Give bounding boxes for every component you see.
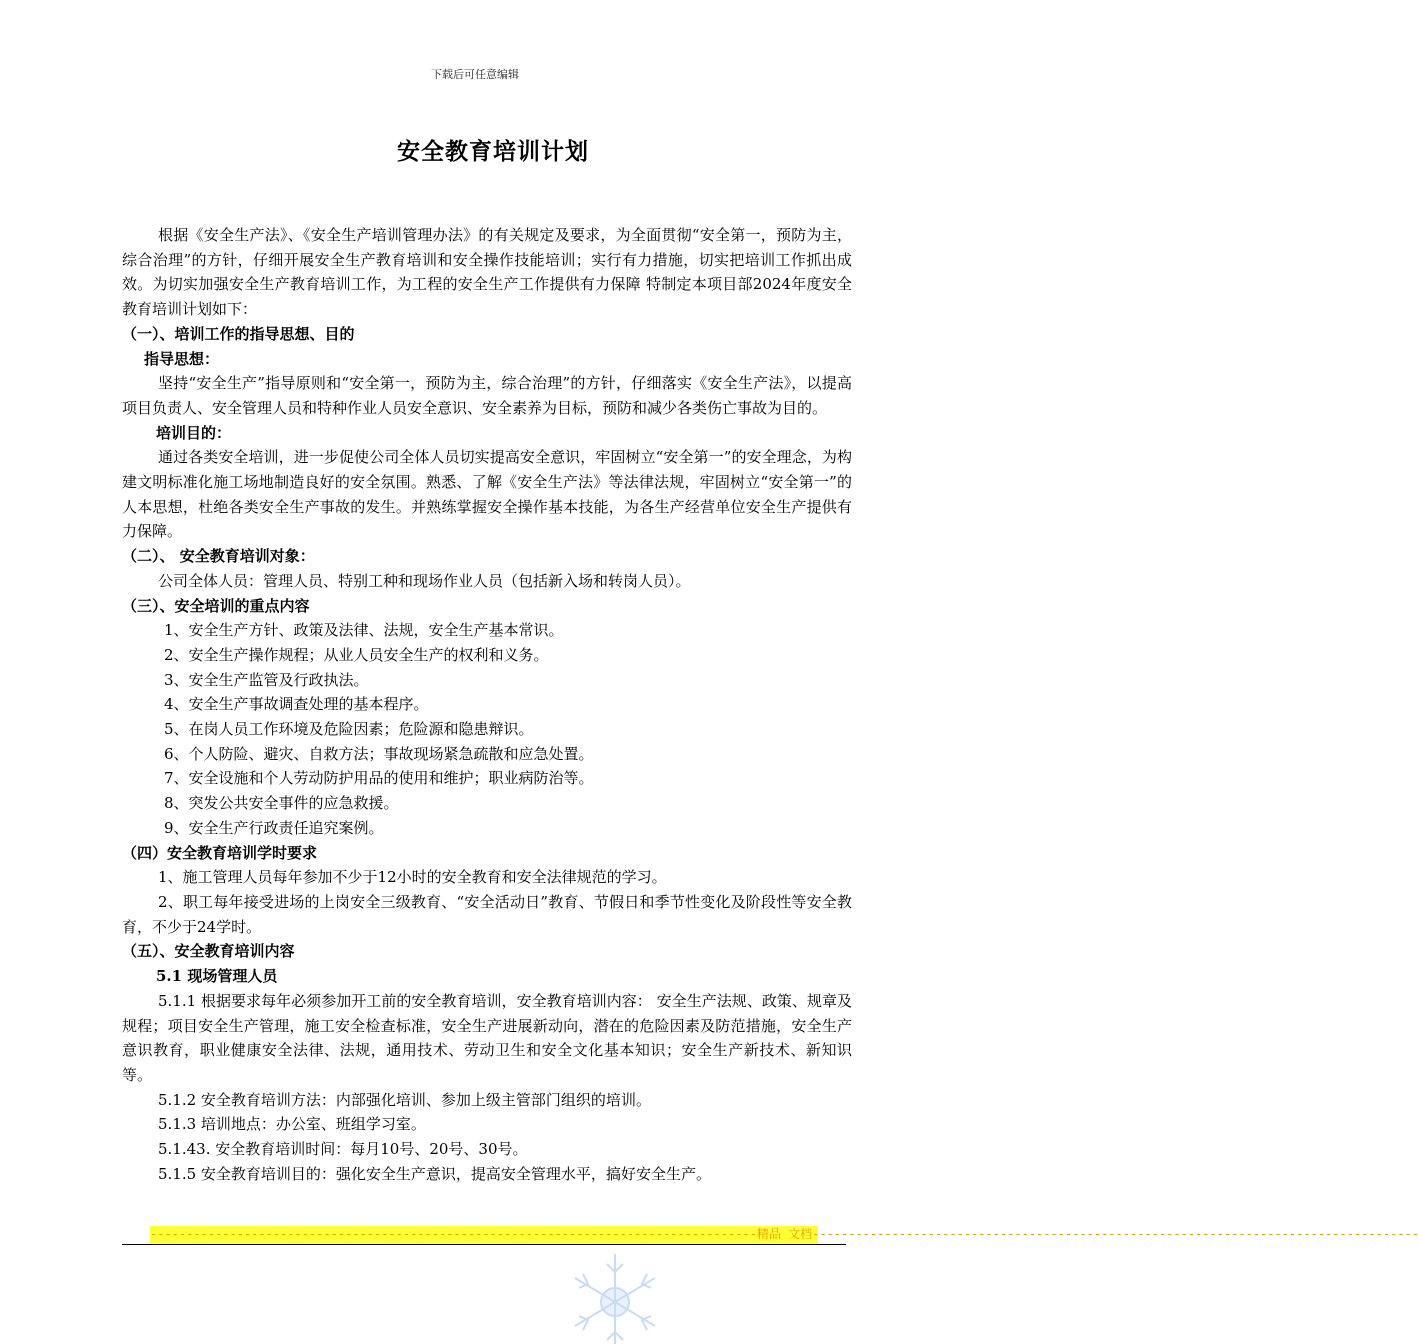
section-2-paragraph: 公司全体人员：管理人员、特别工种和现场作业人员（包括新入场和转岗人员）。 xyxy=(158,571,691,590)
list-item: 5.1.2 安全教育培训方法：内部强化培训、参加上级主管部门组织的培训。 xyxy=(158,1090,651,1109)
aim-label: 培训目的： xyxy=(156,423,232,442)
footer-dashes-right: ------------------------------------------------------------------------------------ xyxy=(812,1227,1419,1241)
list-item: 1、施工管理人员每年参加不少于12小时的安全教育和安全法律规范的学习。 xyxy=(158,868,667,887)
footer-divider xyxy=(122,1244,846,1245)
section-4-heading: （四）安全教育培训学时要求 xyxy=(122,843,318,862)
list-item: 2、职工每年接受进场的上岗安全三级教育、“安全活动日”教育、节假日和季节性变化及阶段性等安全教育，不少于24学时。 xyxy=(122,892,852,936)
intro-paragraph: 根据《安全生产法》、《安全生产培训管理办法》的有关规定及要求，为全面贯彻“安全第一，预防为主，综合治理”的方针，仔细开展安全生产教育培训和安全操作技能培训；实行有力措施，切实把培训工作抓出成效。为切实加强安全生产教育培训工作，为工程的安全生产工作提供有力保障 特制定本项目部2024年度安全教育培训计划如下： xyxy=(122,226,852,319)
document-body xyxy=(122,223,852,1186)
list-item: 3、安全生产监管及行政执法。 xyxy=(164,670,369,689)
list-item: 2、安全生产操作规程；从业人员安全生产的权利和义务。 xyxy=(164,645,549,664)
header-note: 下载后可任意编辑 xyxy=(431,68,519,81)
guide-label: 指导思想： xyxy=(144,349,220,368)
footer-band xyxy=(150,1226,1419,1243)
list-item: 5.1.43. 安全教育培训时间：每月10号、20号、30号。 xyxy=(158,1140,528,1159)
list-item: 5.1.5 安全教育培训目的：强化安全生产意识，提高安全管理水平，搞好安全生产。 xyxy=(158,1164,711,1183)
snowflake-watermark-icon xyxy=(555,1244,675,1344)
list-item: 5、在岗人员工作环境及危险因素；危险源和隐患辩识。 xyxy=(164,720,534,739)
guide-paragraph: 坚持“安全生产”指导原则和“安全第一，预防为主，综合治理”的方针，仔细落实《安全生产法》，以提高项目负责人、安全管理人员和特种作业人员安全意识、安全素养为目标，预防和减少各类伤亡事故为目的。 xyxy=(122,374,852,417)
section-1-heading: （一）、培训工作的指导思想、目的 xyxy=(122,324,355,343)
section-5-1-heading: 5.1 现场管理人员 xyxy=(156,967,278,986)
list-item: 8、突发公共安全事件的应急救援。 xyxy=(164,794,399,813)
list-item: 7、安全设施和个人劳动防护用品的使用和维护；职业病防治等。 xyxy=(164,769,594,788)
aim-paragraph: 通过各类安全培训，进一步促使公司全体人员切实提高安全意识，牢固树立“安全第一”的安全理念，为构建文明标准化施工场地制造良好的安全氛围。熟悉、了解《安全生产法》等法律法规，牢固树立“安全第一”的人本思想，杜绝各类安全生产事故的发生。并熟练掌握安全操作基本技能，为各生产经营单位安全生产提供有力保障。 xyxy=(122,448,852,541)
list-item: 5.1.1 根据要求每年必须参加开工前的安全教育培训，安全教育培训内容： 安全生产法规、政策、规章及规程；项目安全生产管理，施工安全检查标准，安全生产进展新动向，潜在的危险因素及防范措施，安全生产意识教育，职业健康安全法律、法规，通用技术、劳动卫生和安全文化基本知识；安全生产新技术、新知识等。 xyxy=(122,991,852,1084)
section-2-heading: （二）、 安全教育培训对象： xyxy=(122,547,315,566)
list-item: 9、安全生产行政责任追究案例。 xyxy=(164,818,384,837)
list-item: 5.1.3 培训地点：办公室、班组学习室。 xyxy=(158,1115,426,1134)
list-item: 6、个人防险、避灾、自救方法；事故现场紧急疏散和应急处置。 xyxy=(164,744,594,763)
section-3-heading: （三）、安全培训的重点内容 xyxy=(122,596,310,615)
document-title: 安全教育培训计划 xyxy=(397,138,589,165)
list-item: 4、安全生产事故调查处理的基本程序。 xyxy=(164,695,429,714)
footer-label: 精品 文档 xyxy=(756,1227,813,1241)
footer-dashes-left: ------------------------------------------------------------------------------------ xyxy=(150,1227,757,1241)
section-5-heading: （五）、安全教育培训内容 xyxy=(122,942,295,961)
list-item: 1、安全生产方针、政策及法律、法规，安全生产基本常识。 xyxy=(164,621,564,640)
